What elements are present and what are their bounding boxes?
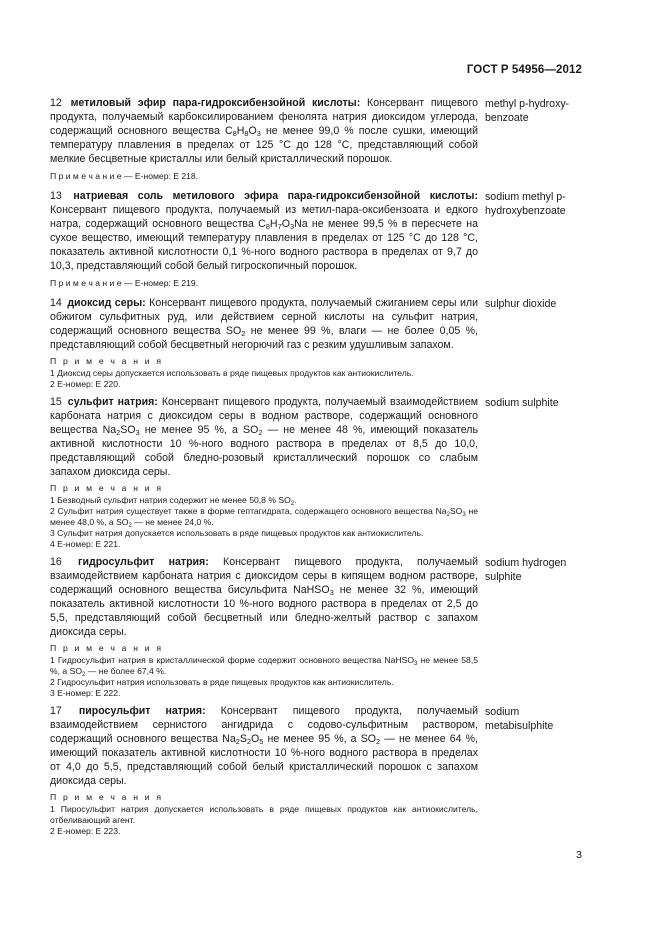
- note-line: 2 Гидросульфит натрия использовать в ряде пищевых продуктов как антиокислитель.: [50, 677, 394, 687]
- term-number: 15: [50, 396, 62, 408]
- note-label: П р и м е ч а н и е —: [50, 171, 135, 181]
- note-label: П р и м е ч а н и я: [50, 483, 164, 493]
- definition-text: Консервант пищевого продукта, получаемый сжиганием серы или обжигом сульфитных руд, или действием серной кислоты на сульфит натрия, содержащий основного вещества $SO_2$ не менее 99 %, влаги — не более 0,05 %, представляющий собой бесцветный негорючий газ с резким удушливым запахом.: [50, 297, 478, 351]
- definition-text: Консервант пищевого продукта, получаемый взаимодействием карбоната натрия с диоксидом серы в кипящем водном растворе, содержащий основного вещества бисульфита NaHSO$_3$ не менее 32 %, имеющий показатель активной кислотности 10 %-ного водного раствора в пределах от 2,5 до 5,5, представляющий собой бесцветный или бледно-желтый раствор с запахом диоксида серы.: [50, 556, 478, 638]
- document-code: ГОСТ Р 54956—2012: [466, 64, 582, 76]
- term-entry: [50, 395, 583, 479]
- note-label: П р и м е ч а н и я: [50, 792, 164, 802]
- note-text: Е-номер: Е 219.: [134, 278, 199, 288]
- english-equivalent: sodium methyl p-hydroxybenzoate: [485, 191, 566, 217]
- term-definition: [50, 555, 478, 639]
- term-entry: [50, 555, 583, 639]
- definition-text: Консервант пищевого продукта, получаемый из метил-пара-оксибензоата и едкого натра, содержащий основного вещества $C_8H_7O_3Na$ не менее 99,5 % в пересчете на сухое вещество, имеющий температуру плавления в пределах от 125 °С до 128 °С, показатель активной кислотности 0,1 %-ного водного раствора в пределах от 9,7 до 10,3, представляющий собой белый гигроскопичный порошок.: [50, 204, 478, 272]
- term-entry: [50, 296, 583, 352]
- term-entry: [50, 189, 583, 273]
- term-entry: [50, 704, 583, 788]
- term-title: метиловый эфир пара-гидроксибензойной кислоты:: [70, 97, 361, 109]
- term-number: 13: [50, 190, 62, 202]
- term-number: 17: [50, 705, 62, 717]
- term-entry: [50, 96, 583, 166]
- note-line: 4 Е-номер: Е 221.: [50, 539, 121, 549]
- term-note: [50, 483, 478, 550]
- note-line: 1 Безводный сульфит натрия содержит не менее 50,8 % $SO_2$.: [50, 495, 297, 507]
- term-title: пиросульфит натрия:: [78, 705, 206, 717]
- english-equivalent: sodium metabisulphite: [485, 706, 554, 732]
- term-definition: [50, 704, 478, 788]
- term-title: диоксид серы:: [67, 297, 146, 309]
- english-equivalent: sodium hydrogen sulphite: [485, 557, 567, 583]
- term-number: 16: [50, 556, 62, 568]
- page-number: 3: [576, 849, 582, 861]
- english-equivalent: sodium sulphite: [485, 397, 559, 409]
- term-number: 12: [50, 97, 62, 109]
- note-line: 2 Е-номер: Е 223.: [50, 826, 121, 836]
- definition-text: Консервант пищевого продукта, получаемый взаимодействием карбоната натрия с диоксидом серы в водном растворе, содержащий основного вещества $Na_2SO_3$ не менее 95 %, а $SO_2$ — не менее 48 %, имеющий показатель активной кислотности 10 %-ного водного раствора в пределах от 8,5 до 10,0, представляющий собой бледно-розовый кристаллический порошок со слабым запахом диоксида серы.: [50, 396, 478, 478]
- note-line: 3 Е-номер: Е 222.: [50, 688, 121, 698]
- english-equivalent: methyl p-hydroxy-benzoate: [485, 98, 570, 124]
- term-note: [50, 643, 478, 699]
- term-definition: [50, 189, 478, 273]
- term-number: 14: [50, 297, 62, 309]
- term-note: [50, 278, 478, 289]
- note-line: 2 Сульфит натрия существует также в форме гептагидрата, содержащего основного вещества $Na_2SO_3$ не менее 48,0 %, а $SO_2$ — не менее 24,0 %.: [50, 506, 479, 529]
- term-title: гидросульфит натрия:: [78, 556, 209, 568]
- note-line: 3 Сульфит натрия допускается использовать в ряде пищевых продуктов как антиокислитель.: [50, 528, 424, 538]
- term-title: сульфит натрия:: [67, 396, 158, 408]
- note-label: П р и м е ч а н и я: [50, 356, 164, 366]
- term-note: [50, 792, 478, 837]
- term-note: [50, 356, 478, 390]
- note-label: П р и м е ч а н и я: [50, 643, 164, 653]
- term-definition: [50, 96, 478, 166]
- term-title: натриевая соль метилового эфира пара-гидроксибензойной кислоты:: [73, 190, 478, 202]
- definition-text: Консервант пищевого продукта, получаемый взаимодействием сернистого ангидрида с содово-сульфитным раствором, содержащий основного вещества $Na_2S_2O_5$ не менее 95 %, а $SO_2$ — не менее 64 %, имеющий показатель активной кислотности 10 %-ного водного раствора в пределах от 4,0 до 5,5, представляющий собой белый кристаллический порошок с запахом диоксида серы.: [50, 705, 479, 787]
- note-line: 2 Е-номер: Е 220.: [50, 379, 121, 389]
- terms-list: [50, 96, 583, 842]
- definition-text: Консервант пищевого продукта, получаемый карбоксилированием фенолята натрия диоксидом углерода, содержащий основного вещества $C_8H_8O_3$ не менее 99,0 % после сушки, имеющий температуру плавления в пределах от 125 °С до 128 °С, представляющий собой мелкие бесцветные кристаллы или белый кристаллический порошок.: [50, 97, 478, 165]
- note-line: 1 Пиросульфит натрия допускается использовать в ряде пищевых продуктов как антиокислитель, отбеливающий агент.: [50, 804, 478, 825]
- note-text: Е-номер: Е 218.: [134, 171, 199, 181]
- term-definition: [50, 296, 478, 352]
- note-label: П р и м е ч а н и е —: [50, 278, 135, 288]
- term-note: [50, 171, 478, 182]
- term-definition: [50, 395, 478, 479]
- note-line: 1 Гидросульфит натрия в кристаллической форме содержит основного вещества NaHSO$_3$ не менее 58,5 %, а $SO_2$ — не более 67,4 %.: [50, 655, 478, 678]
- english-equivalent: sulphur dioxide: [485, 298, 557, 310]
- note-line: 1 Диоксид серы допускается использовать в ряде пищевых продуктов как антиокислитель.: [50, 368, 414, 378]
